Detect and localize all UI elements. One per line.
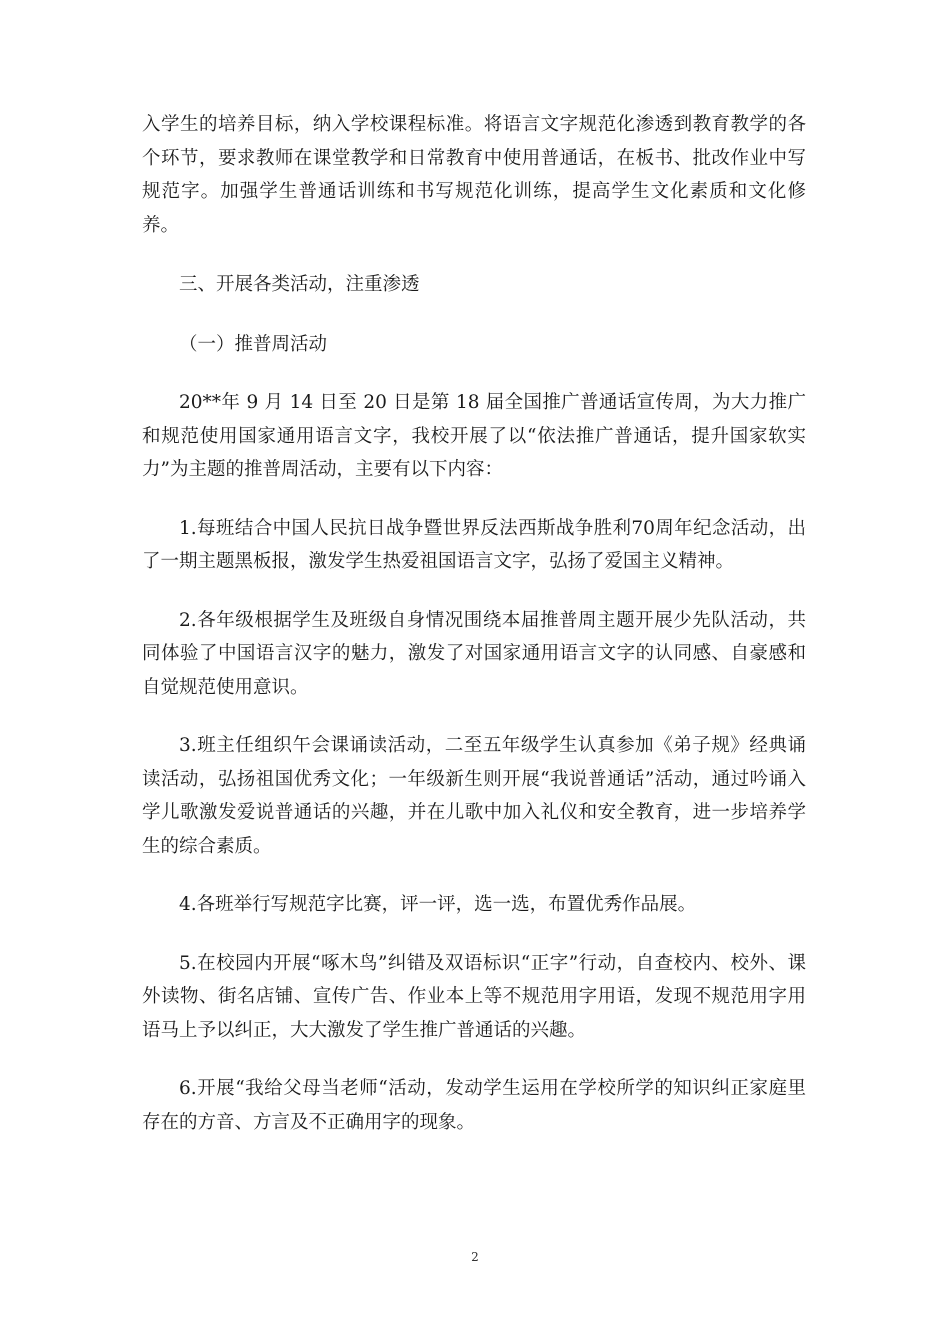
- list-item-2: 2.各年级根据学生及班级自身情况围绕本届推普周主题开展少先队活动，共同体验了中国语言汉字的魅力，激发了对国家通用语言文字的认同感、自豪感和自觉规范使用意识。: [142, 609, 806, 698]
- subsection-heading: （一）推普周活动: [179, 333, 328, 355]
- paragraph-continuation: 入学生的培养目标，纳入学校课程标准。将语言文字规范化渗透到教育教学的各个环节，要求教师在课堂教学和日常教育中使用普通话，在板书、批改作业中写规范字。加强学生普通话训练和书写规范化训练，提高学生文化素质和文化修养。: [142, 114, 806, 236]
- paragraph-intro: 20**年 9 月 14 日至 20 日是第 18 届全国推广普通话宣传周，为大力推广和规范使用国家通用语言文字，我校开展了以“依法推广普通话，提升国家软实力”为主题的推普周活动，主要有以下内容：: [142, 392, 806, 480]
- page-number: 2: [471, 1250, 479, 1264]
- section-heading: 三、开展各类活动，注重渗透: [179, 274, 420, 295]
- list-item-3: 3.班主任组织午会课诵读活动，二至五年级学生认真参加《弟子规》经典诵读活动，弘扬祖国优秀文化；一年级新生则开展“我说普通话”活动，通过吟诵入学儿歌激发爱说普通话的兴趣，并在儿歌中加入礼仪和安全教育，进一步培养学生的综合素质。: [142, 735, 806, 857]
- list-item-6: 6.开展“我给父母当老师“活动，发动学生运用在学校所学的知识纠正家庭里存在的方音、方言及不正确用字的现象。: [142, 1078, 806, 1133]
- list-item-4: 4.各班举行写规范字比赛，评一评，选一选，布置优秀作品展。: [179, 894, 697, 915]
- list-item-1: 1.每班结合中国人民抗日战争暨世界反法西斯战争胜利70周年纪念活动，出了一期主题黑板报，激发学生热爱祖国语言文字，弘扬了爱国主义精神。: [142, 517, 806, 572]
- document-body: [142, 108, 806, 1139]
- list-item-5: 5.在校园内开展“啄木鸟”纠错及双语标识“正字”行动，自查校内、校外、课外读物、街名店铺、宣传广告、作业本上等不规范用字用语，发现不规范用字用语马上予以纠正，大大激发了学生推广普通话的兴趣。: [142, 952, 806, 1041]
